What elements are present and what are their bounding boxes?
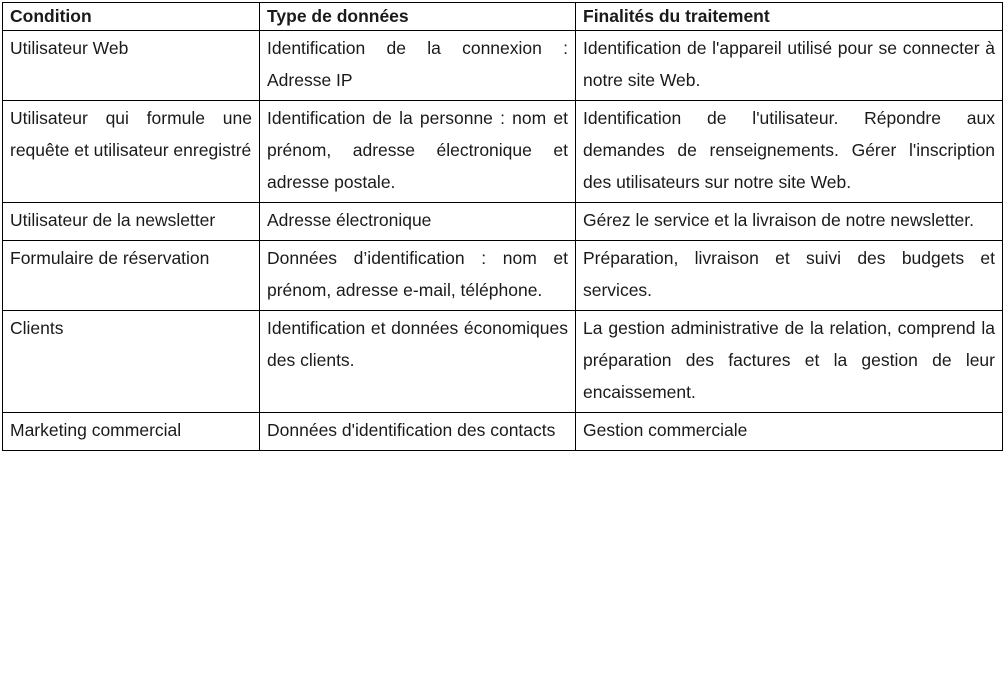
header-finalites: Finalités du traitement xyxy=(576,3,1003,31)
cell-condition: Utilisateur Web xyxy=(3,31,260,101)
data-processing-table-wrapper xyxy=(2,2,1002,451)
cell-finalite: Identification de l'appareil utilisé pour se connecter à notre site Web. xyxy=(576,31,1003,101)
table-row xyxy=(3,101,1003,203)
cell-type: Identification et données économiques des clients. xyxy=(260,311,576,413)
cell-condition: Marketing commercial xyxy=(3,413,260,451)
cell-type: Données d'identification des contacts xyxy=(260,413,576,451)
header-condition: Condition xyxy=(3,3,260,31)
cell-condition: Formulaire de réservation xyxy=(3,241,260,311)
cell-type: Identification de la connexion : Adresse IP xyxy=(260,31,576,101)
table-header-row xyxy=(3,3,1003,31)
table-row xyxy=(3,241,1003,311)
cell-finalite: La gestion administrative de la relation, comprend la préparation des factures et la gestion de leur encaissement. xyxy=(576,311,1003,413)
cell-finalite: Gérez le service et la livraison de notre newsletter. xyxy=(576,203,1003,241)
table-row xyxy=(3,31,1003,101)
cell-condition: Clients xyxy=(3,311,260,413)
table-row xyxy=(3,203,1003,241)
cell-finalite: Gestion commerciale xyxy=(576,413,1003,451)
cell-type: Adresse électronique xyxy=(260,203,576,241)
data-processing-table xyxy=(2,2,1003,451)
cell-finalite: Préparation, livraison et suivi des budgets et services. xyxy=(576,241,1003,311)
cell-condition: Utilisateur de la newsletter xyxy=(3,203,260,241)
header-type-de-donnees: Type de données xyxy=(260,3,576,31)
cell-type: Données d’identification : nom et prénom, adresse e-mail, téléphone. xyxy=(260,241,576,311)
table-row xyxy=(3,311,1003,413)
table-row xyxy=(3,413,1003,451)
cell-type: Identification de la personne : nom et prénom, adresse électronique et adresse postale. xyxy=(260,101,576,203)
cell-condition: Utilisateur qui formule une requête et utilisateur enregistré xyxy=(3,101,260,203)
cell-finalite: Identification de l'utilisateur. Répondre aux demandes de renseignements. Gérer l'inscription des utilisateurs sur notre site Web. xyxy=(576,101,1003,203)
